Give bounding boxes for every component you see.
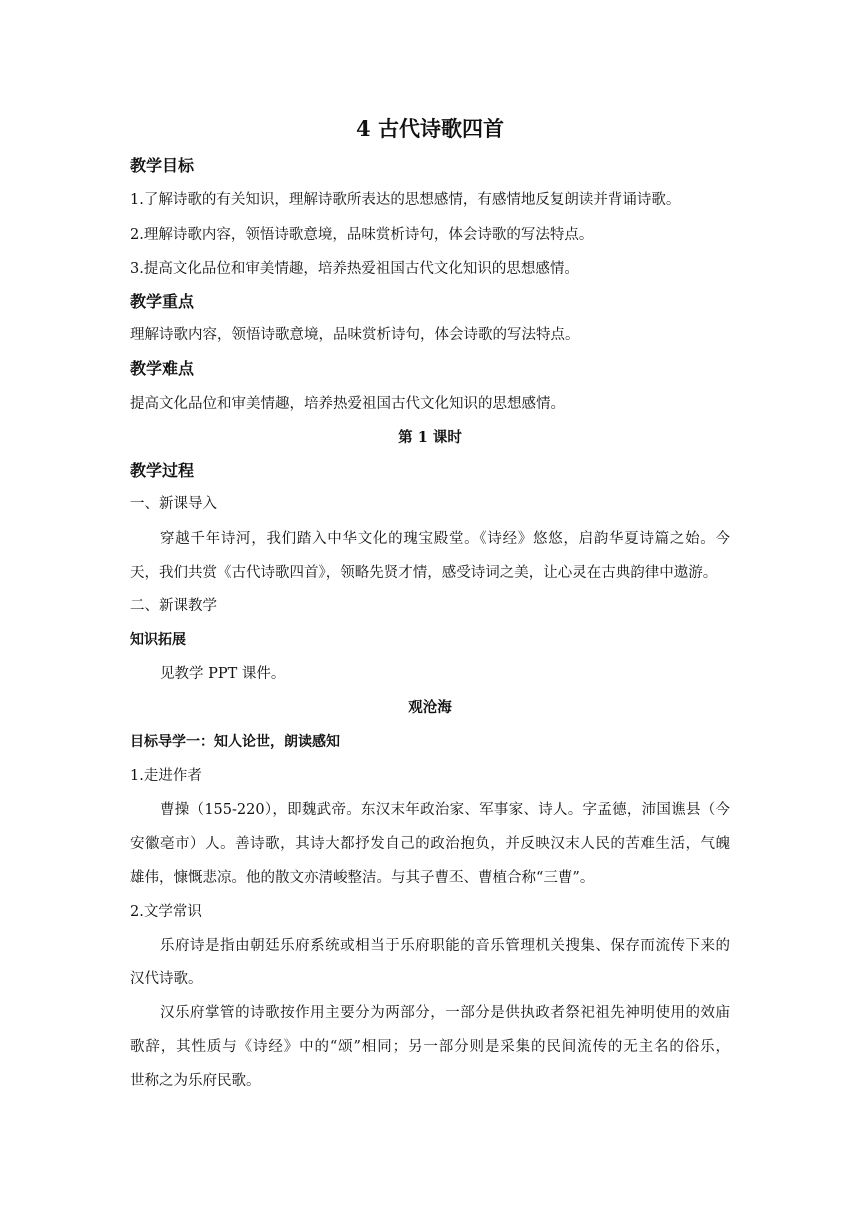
- knowledge-extension-text: 见教学 PPT 课件。: [160, 666, 286, 682]
- heading-literature: 2.文学常识: [130, 904, 202, 920]
- heading-intro: 一、新课导入: [130, 496, 217, 512]
- goal-item-3: 3.提高文化品位和审美情趣，培养热爱祖国古代文化知识的思想感情。: [130, 261, 579, 277]
- heading-author: 1.走进作者: [130, 768, 202, 784]
- author-line-2: 安徽亳市）人。善诗歌，其诗大都抒发自己的政治抱负，并反映汉末人民的苦难生活，气魄: [130, 836, 730, 852]
- heading-teaching-goals: 教学目标: [130, 156, 195, 175]
- intro-line-1: 穿越千年诗河，我们踏入中华文化的瑰宝殿堂。《诗经》悠悠，启韵华夏诗篇之始。今: [160, 531, 730, 547]
- heading-teaching-process: 教学过程: [130, 461, 195, 480]
- heading-teaching-key: 教学重点: [130, 292, 195, 311]
- intro-line-2: 天，我们共赏《古代诗歌四首》，领略先贤才情，感受诗词之美，让心灵在古典韵律中遨游。: [130, 565, 718, 581]
- goal-item-2: 2.理解诗歌内容，领悟诗歌意境，品味赏析诗句，体会诗歌的写法特点。: [130, 227, 594, 243]
- teaching-difficulty-text: 提高文化品位和审美情趣，培养热爱祖国古代文化知识的思想感情。: [130, 396, 565, 412]
- heading-knowledge-extension: 知识拓展: [130, 632, 186, 648]
- lesson-title: 第 1 课时: [398, 429, 462, 446]
- poem-title: 观沧海: [408, 699, 452, 716]
- author-line-3: 雄伟，慷慨悲凉。他的散文亦清峻整洁。与其子曹丕、曹植合称“三曹”。: [130, 870, 595, 886]
- heading-new-teaching: 二、新课教学: [130, 598, 217, 614]
- heading-goal-guide-1: 目标导学一：知人论世，朗读感知: [130, 734, 340, 750]
- author-line-1: 曹操（155-220），即魏武帝。东汉末年政治家、军事家、诗人。字孟德，沛国谯县（今: [160, 802, 730, 818]
- literature-p2-line-2: 歌辞，其性质与《诗经》中的“颂”相同；另一部分则是采集的民间流传的无主名的俗乐，: [130, 1039, 730, 1055]
- literature-p1-line-2: 汉代诗歌。: [130, 971, 203, 987]
- teaching-key-text: 理解诗歌内容，领悟诗歌意境，品味赏析诗句，体会诗歌的写法特点。: [130, 327, 580, 343]
- heading-teaching-difficulty: 教学难点: [130, 359, 195, 378]
- literature-p2-line-1: 汉乐府掌管的诗歌按作用主要分为两部分，一部分是供执政者祭祀祖先神明使用的效庙: [160, 1005, 730, 1021]
- document-title: 4 古代诗歌四首: [356, 116, 504, 141]
- literature-p1-line-1: 乐府诗是指由朝廷乐府系统或相当于乐府职能的音乐管理机关搜集、保存而流传下来的: [160, 938, 730, 954]
- literature-p2-line-3: 世称之为乐府民歌。: [130, 1073, 261, 1089]
- goal-item-1: 1.了解诗歌的有关知识，理解诗歌所表达的思想感情，有感情地反复朗读并背诵诗歌。: [130, 192, 681, 208]
